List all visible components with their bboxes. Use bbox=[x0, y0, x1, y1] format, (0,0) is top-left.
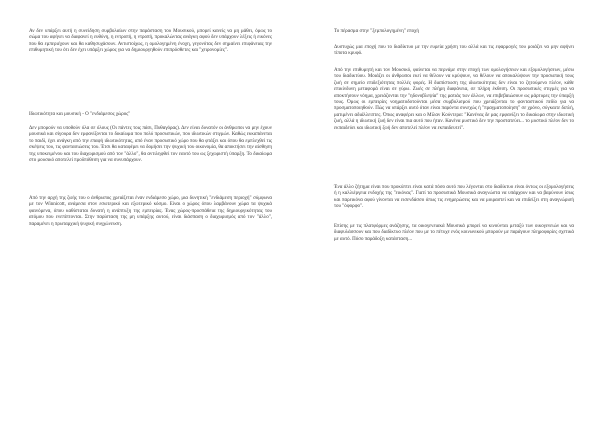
right-paragraph-2: Από την επιθυμητή και τον Μουσικό, φαίνεται να περνάμε στην εποχή των ομολογήσεων και εξομολογήσεων, μέσω του διαδικτύου. Μοιάζει οι άνθρωποι εκεί να θέλουν να κρύψουν, να θέλουν να αποκαλύψουν την προσωπική τους ζωή σε σημείο επιδεξιότητας πολλές φορές. Η διαπίστωση της ιδιωτικότητας δεν είναι το ζητούμενο πλέον, κάθε επικίνδυνη μεταφορά είναι σε γύρω. Ζωές σε πλήρη διαφάνεια, σε πλήρη έκθεση. Οι προσωπικές στιγμές για να αποκτήσουν νόημα, χρειάζονται την "ηδονοβλεψία" της ματιάς των άλλων, να επιβεβαιώσουν ως μάρτυρες την ύπαρξή τους. Όμως οι εμπειρίες νοηματοδοτούνται μέσα συμβολισμού που χρειάζονται το φανταστικού πεδίο για να προσματοποιηθούν. Πώς να υπάρξει αυτό όταν είναι παρόντα συνεχώς ή "πραγματοποίηση" σε χρόνο, σύγκαιτε διπλή, ματιμένει αδιάλλειπτες. Όπως αναφέρει και ο Μίλαν Κούντερα: "Κανένας δε μας εμφανίζει το δικαίωμα στην ιδιωτική ζωή, αλλά η ιδιωτική ζωή δεν είναι πια αυτό που ήταν. Κανένα μυστικό δεν την προστατεύει... το μυστικό πλέον δεν το εκπαιδεύει και ιδιωτική ζωή δεν αποτελεί πλέον να εκπαιδευτεί". bbox=[334, 68, 574, 131]
right-paragraph-1: Δυστυχώς μια εποχή που το διαδίκτυο με την ευρεία χρήση του αλλά και τις εφαρμογές του μοιάζει να μην αφήνει τίποτα κρυφό. bbox=[334, 45, 574, 57]
right-paragraph-4: Επίσης με τις πλατφόρμες ανάζησης, τα οικογενειακά Μουσικά μπορεί να κινούνται μεταξύ των οικογενειών και να διαφυλάσσουν και που διαδίκτυο πλέον που με το πέτυχε ενός κοινωνικού μπορούν με παράγουν πληροφορίες σχετικά με αυτό. Πόσο παράδοξη κατάσταση... bbox=[334, 224, 574, 242]
left-section-heading: Ιδιωτικότητα και μουσική - Ο "ενδιάμεσος χώρος" bbox=[29, 112, 131, 117]
right-column-body-2 bbox=[334, 185, 574, 211]
right-paragraph-3: Ένα άλλο ζήτημα είναι που προκύπτει είναι κατά πόσο αυτό που λέγονται στο διαδίκτυο είναι όντως οι εξομολογήσεις ή η καλλιέργεια ενδοχής της "εικόνας". Γιατί τα προσωπικά Μουσικά αναγνώστα να υπάρχουν και να βαρύνουν ίσως και παρεικόνα αφού γίνονται να εισενδάσσο όπως τις ενημερώσεις και να μοιραστεί και να επιδείξει στη αναγνώρισή του "όφορφο". bbox=[334, 185, 574, 210]
right-column-heading bbox=[334, 29, 574, 35]
left-paragraph-3: Από την αρχή της ζωής του ο άνθρωπος χρειάζεται έναν ενδιάμεσο χώρο, μια δυνητική "ενδιάμεση περιοχή" σύμφωνα με τον Winnicott, ανάμεσα στον εσωτερικό και εξωτερικό κόσμο. Είναι ο χώρος όπου λαμβάνουν χώρα τα ψυχικά φαινόμενα, όπου καθίσταται δυνατή η ανάπτυξη της εμπειρίας. Ένας χώρος-προσπάθεια της δημιουργικότητας του ατόμου που ενεπίπτονται. Στην παρίσταση της μη υπάρξης αυτού, είναι διάσπαση ο διαχωρισμός από τον "άλλο", παραμένει η πρωταρχική ψυχική συγχώνευση. bbox=[29, 196, 272, 227]
left-column-heading bbox=[29, 112, 272, 118]
left-paragraph-1: Αν δεν υπάρξει αυτή η συνείδηση συμβολαίων στην παράσταση του Μουσικού, μπορεί κανείς να μη μάθει, όμως το σώμα του αφήνει να διαφανεί η ευθύνη, η εντροπή, η ντροπή, προκαλώντας ανάγκη αφού δεν υπάρχουν λέξεις ή εικόνες που θα εμπεριέχουν και θα καθησυχάσουν. Αντιστοίχως, η ομολογημένη ένοχη, γεγονότας δεν σημαίνει επιφάνειας την επιθυμητική του ότι δεν έχει υπάρξει χώρος για να δημιουργηθούν επιπρόσθετες και "χειρονομίες". bbox=[29, 29, 272, 54]
left-column-body bbox=[29, 126, 272, 164]
left-column bbox=[29, 29, 272, 55]
right-section-heading: Το πέρασμα στην "ξεμπολογημένη" εποχή bbox=[334, 29, 420, 34]
right-column-body-3 bbox=[334, 224, 574, 243]
left-paragraph-2: Δεν μπορούν να υποθούν όλα σε όλους (Οι πάντες τοις πάσι, Πυθαγόρας). Δεν είναι δυνατόν οι άνθρωποι να μην έχουν μουσικά και σίγουρα δεν εμφανίζονται το δικαίωμα που πολύ προσωπικών, που ιδιωτικών στιγμών. Καθώς εκκαπάνεται το παιδί, έχει ανάγκη από την επαφή ιδιωτικότητας, από έναν προσωπικό χώρο που θα φτάξει και όπου θα εμπλεχθεί τις σκέψεις του, τις φαντασιώσεις του. Έτσι θα καταφέρει να δομήσει την ψυχική του οικονομία, θα αποκτήσει την αίσθηση της υποκειμένου και του διαχωρισμού από τον "άλλο", θα αντιληφθεί τον εαυτό του ως ξεχωριστή ύπαρξη. Το δικαίωμα στο μουσικό αποτελεί προϋπόθεση για να συνυπάρχουν. bbox=[29, 126, 272, 164]
left-column-body-2 bbox=[29, 196, 272, 228]
right-page bbox=[301, 0, 602, 424]
right-column-body bbox=[334, 68, 574, 132]
right-column-intro bbox=[334, 45, 574, 58]
